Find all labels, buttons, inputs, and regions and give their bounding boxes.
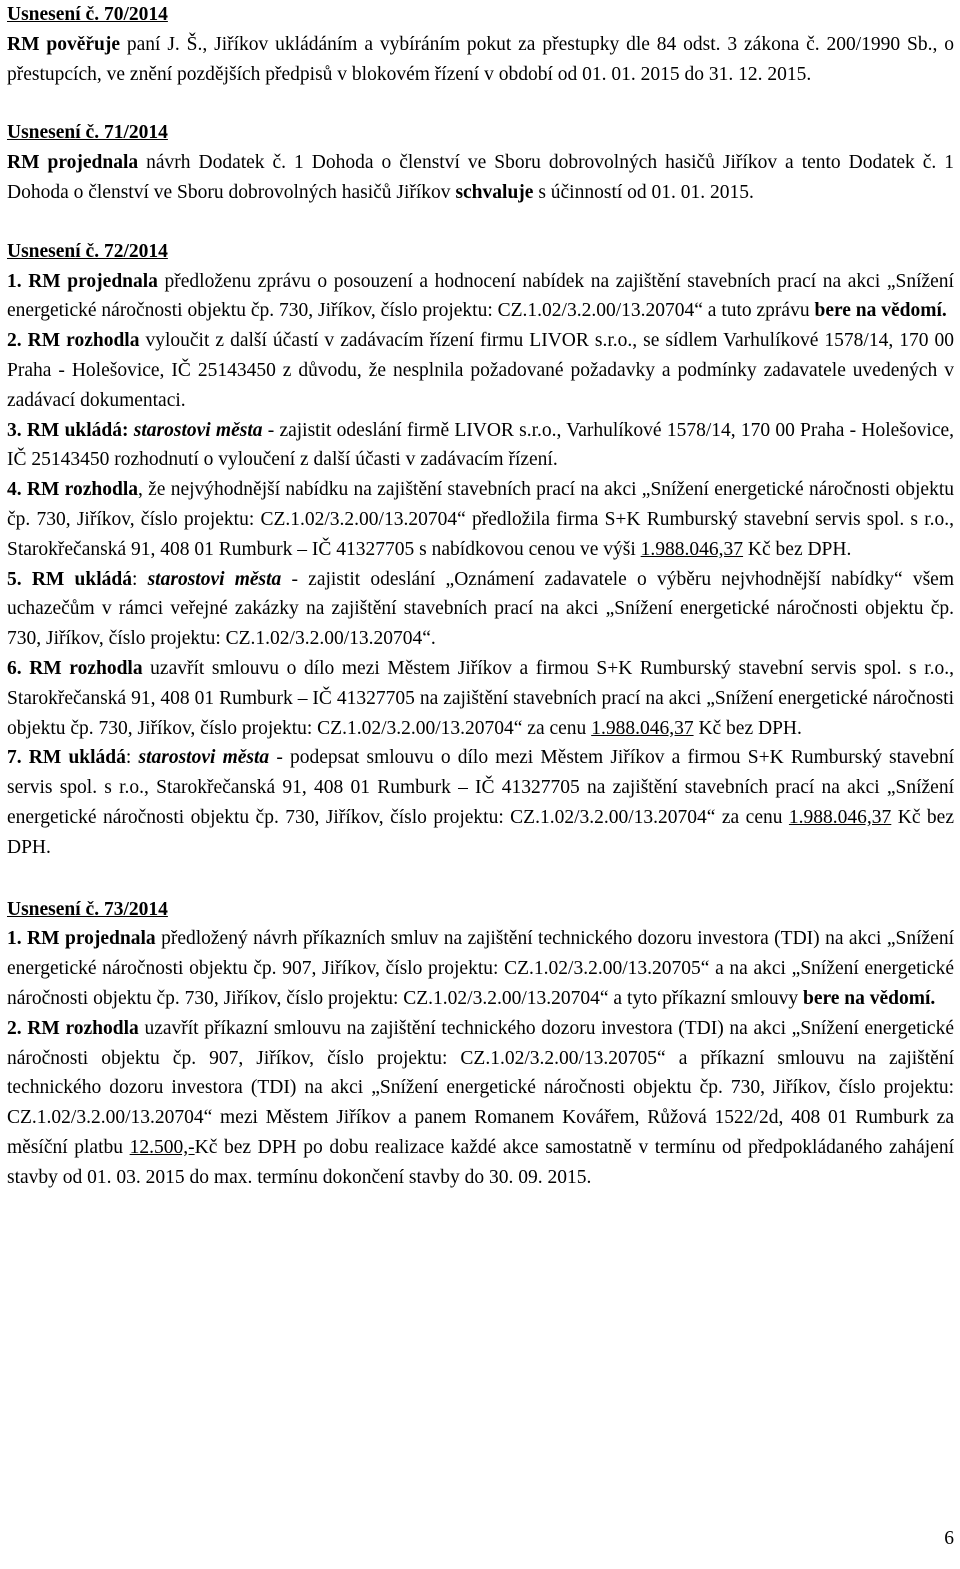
point-amount: 12.500,- (129, 1136, 195, 1158)
resolution-decision: schvaluje (455, 181, 534, 203)
resolution-point (7, 654, 954, 743)
point-text: předloženu zprávu o posouzení a hodnocení nabídek na zajištění stavebních prací na akci „Snížení energetické náročnosti objektu čp. 730, Jiříkov, číslo projektu: CZ.1.02/3.2.00/13.20704“ a tuto zprávu (7, 270, 954, 322)
point-role: starostovi města (133, 419, 263, 441)
resolution-text: paní J. Š., Jiříkov ukládáním a vybíráním pokut za přestupky dle 84 odst. 3 zákona č. 200/1990 Sb., o přestupcích, ve znění pozdějších předpisů v blokovém řízení v období od 01. 01. 2015 do 31. 12. 2015. (7, 33, 955, 85)
point-text: Kč bez DPH. (693, 717, 802, 739)
resolution-point (7, 743, 954, 862)
point-label: 2. RM rozhodla (7, 330, 140, 352)
point-text: - zajistit odeslání „Oznámení zadavatele o výběru nejvhodnější nabídky“ všem uchazečům v rámci veřejné zakázky na zajištění stavebních prací na akci „Snížení energetické náročnosti objektu čp. 730, Jiříkov, číslo projektu: CZ.1.02/3.2.00/13.20704“. (7, 568, 954, 650)
page-number: 6 (944, 1528, 954, 1549)
point-label: 5. RM ukládá (7, 568, 132, 590)
resolution-heading: Usnesení č. 72/2014 (7, 240, 168, 262)
point-separator: : (131, 568, 148, 590)
point-text: - zajistit odeslání firmě LIVOR s.r.o., Varhulíkové 1578/14, 170 00 Praha - Holešovice, IČ 25143450 rozhodnutí o vyloučení z další účasti v zadávacím řízení. (7, 419, 955, 471)
point-text: předložený návrh příkazních smluv na zajištění technického dozoru investora (TDI) na akci „Snížení energetické náročnosti objektu čp. 907, Jiříkov, číslo projektu: CZ.1.02/3.2.00/13.20705“ a na akci „Snížení energetické náročnosti objektu čp. 730, Jiříkov, číslo projektu: CZ.1.02/3.2.00/13.20704“ a tyto příkazní smlouvy (7, 928, 954, 1009)
resolution-paragraph (7, 148, 954, 208)
point-text: Kč bez DPH. (743, 538, 852, 560)
point-separator: : (125, 747, 139, 769)
resolution-heading: Usnesení č. 73/2014 (7, 898, 168, 920)
point-label: 2. RM rozhodla (7, 1017, 139, 1039)
point-amount: 1.988.046,37 (788, 806, 892, 828)
resolution-point (7, 1014, 954, 1193)
resolution-72 (7, 237, 954, 863)
resolution-71 (7, 118, 954, 207)
resolution-paragraph (7, 30, 954, 90)
resolution-verb: RM pověřuje (7, 33, 121, 55)
resolution-text: návrh Dodatek č. 1 Dohoda o členství ve Sboru dobrovolných hasičů Jiříkov a tento Dodatek č. 1 Dohoda o členství ve Sboru dobrovolných hasičů Jiříkov (7, 152, 954, 203)
point-decision: bere na vědomí. (802, 987, 936, 1009)
resolution-heading: Usnesení č. 71/2014 (7, 122, 168, 144)
point-label: 7. RM ukládá (7, 747, 126, 769)
point-label: 3. RM ukládá: (7, 419, 129, 441)
point-role: starostovi města (147, 568, 282, 590)
resolution-verb: RM projednala (7, 152, 139, 174)
point-text: Kč bez DPH po dobu realizace každé akce samostatně v termínu od předpokládaného zahájení stavby od 01. 03. 2015 do max. termínu dokončení stavby do 30. 09. 2015. (7, 1136, 954, 1188)
resolution-point (7, 267, 954, 327)
point-label: 6. RM rozhodla (7, 657, 143, 679)
resolution-point (7, 924, 954, 1013)
resolution-73 (7, 895, 954, 1193)
resolution-point (7, 565, 954, 654)
point-text: Kč bez DPH. (7, 806, 954, 858)
point-amount: 1.988.046,37 (591, 717, 694, 739)
resolution-point (7, 475, 954, 564)
point-text: - podepsat smlouvu o dílo mezi Městem Jiříkov a firmou S+K Rumburský stavební servis spol. s r.o., Starokřečanská 91, 408 01 Rumburk – IČ 41327705 na zajištění stavebních prací na akci „Snížení energetické náročnosti objektu čp. 730, Jiříkov, číslo projektu: CZ.1.02/3.2.00/13.20704“ za cenu (7, 747, 954, 828)
point-role: starostovi města (138, 747, 270, 769)
point-text: vyloučit z další účastí v zadávacím řízení firmu LIVOR s.r.o., se sídlem Varhulíkové 1578/14, 170 00 Praha - Holešovice, IČ 25143450 z důvodu, že nesplnila požadované požadavky a podmínky zadavatele uvedených v zadávací dokumentaci. (7, 330, 954, 411)
resolution-heading: Usnesení č. 70/2014 (7, 4, 168, 25)
resolution-point (7, 326, 954, 415)
point-label: 1. RM projednala (7, 270, 158, 292)
point-text: , že nejvýhodnější nabídku na zajištění stavebních prací na akci „Snížení energetické náročnosti objektu čp. 730, Jiříkov, číslo projektu: CZ.1.02/3.2.00/13.20704“ předložila firma S+K Rumburský stavební servis spol. s r.o., Starokřečanská 91, 408 01 Rumburk – IČ 41327705 s nabídkovou cenou ve výši (7, 479, 954, 560)
point-text: uzavřít příkazní smlouvu na zajištění technického dozoru investora (TDI) na akci „Snížení energetické náročnosti objektu čp. 907, Jiříkov, číslo projektu: CZ.1.02/3.2.00/13.20705“ a příkazní smlouvu na zajištění technického dozoru investora (TDI) na akci „Snížení energetické náročnosti objektu čp. 730, Jiříkov, číslo projektu: CZ.1.02/3.2.00/13.20704“ mezi Městem Jiříkov a panem Romanem Kovářem, Růžová 1522/2d, 408 01 Rumburk za měsíční platbu (7, 1017, 954, 1158)
resolution-point (7, 416, 954, 476)
resolution-text: s účinností od 01. 01. 2015. (533, 181, 754, 203)
point-label: 1. RM projednala (7, 928, 156, 950)
point-amount: 1.988.046,37 (640, 538, 744, 560)
point-text: uzavřít smlouvu o dílo mezi Městem Jiříkov a firmou S+K Rumburský stavební servis spol. s r.o., Starokřečanská 91, 408 01 Rumburk – IČ 41327705 na zajištění stavebních prací na akci „Snížení energetické náročnosti objektu čp. 730, Jiříkov, číslo projektu: CZ.1.02/3.2.00/13.20704“ za cenu (7, 657, 954, 739)
point-decision: bere na vědomí. (814, 300, 947, 322)
point-label: 4. RM rozhodla (7, 479, 138, 501)
resolution-70 (7, 0, 954, 89)
